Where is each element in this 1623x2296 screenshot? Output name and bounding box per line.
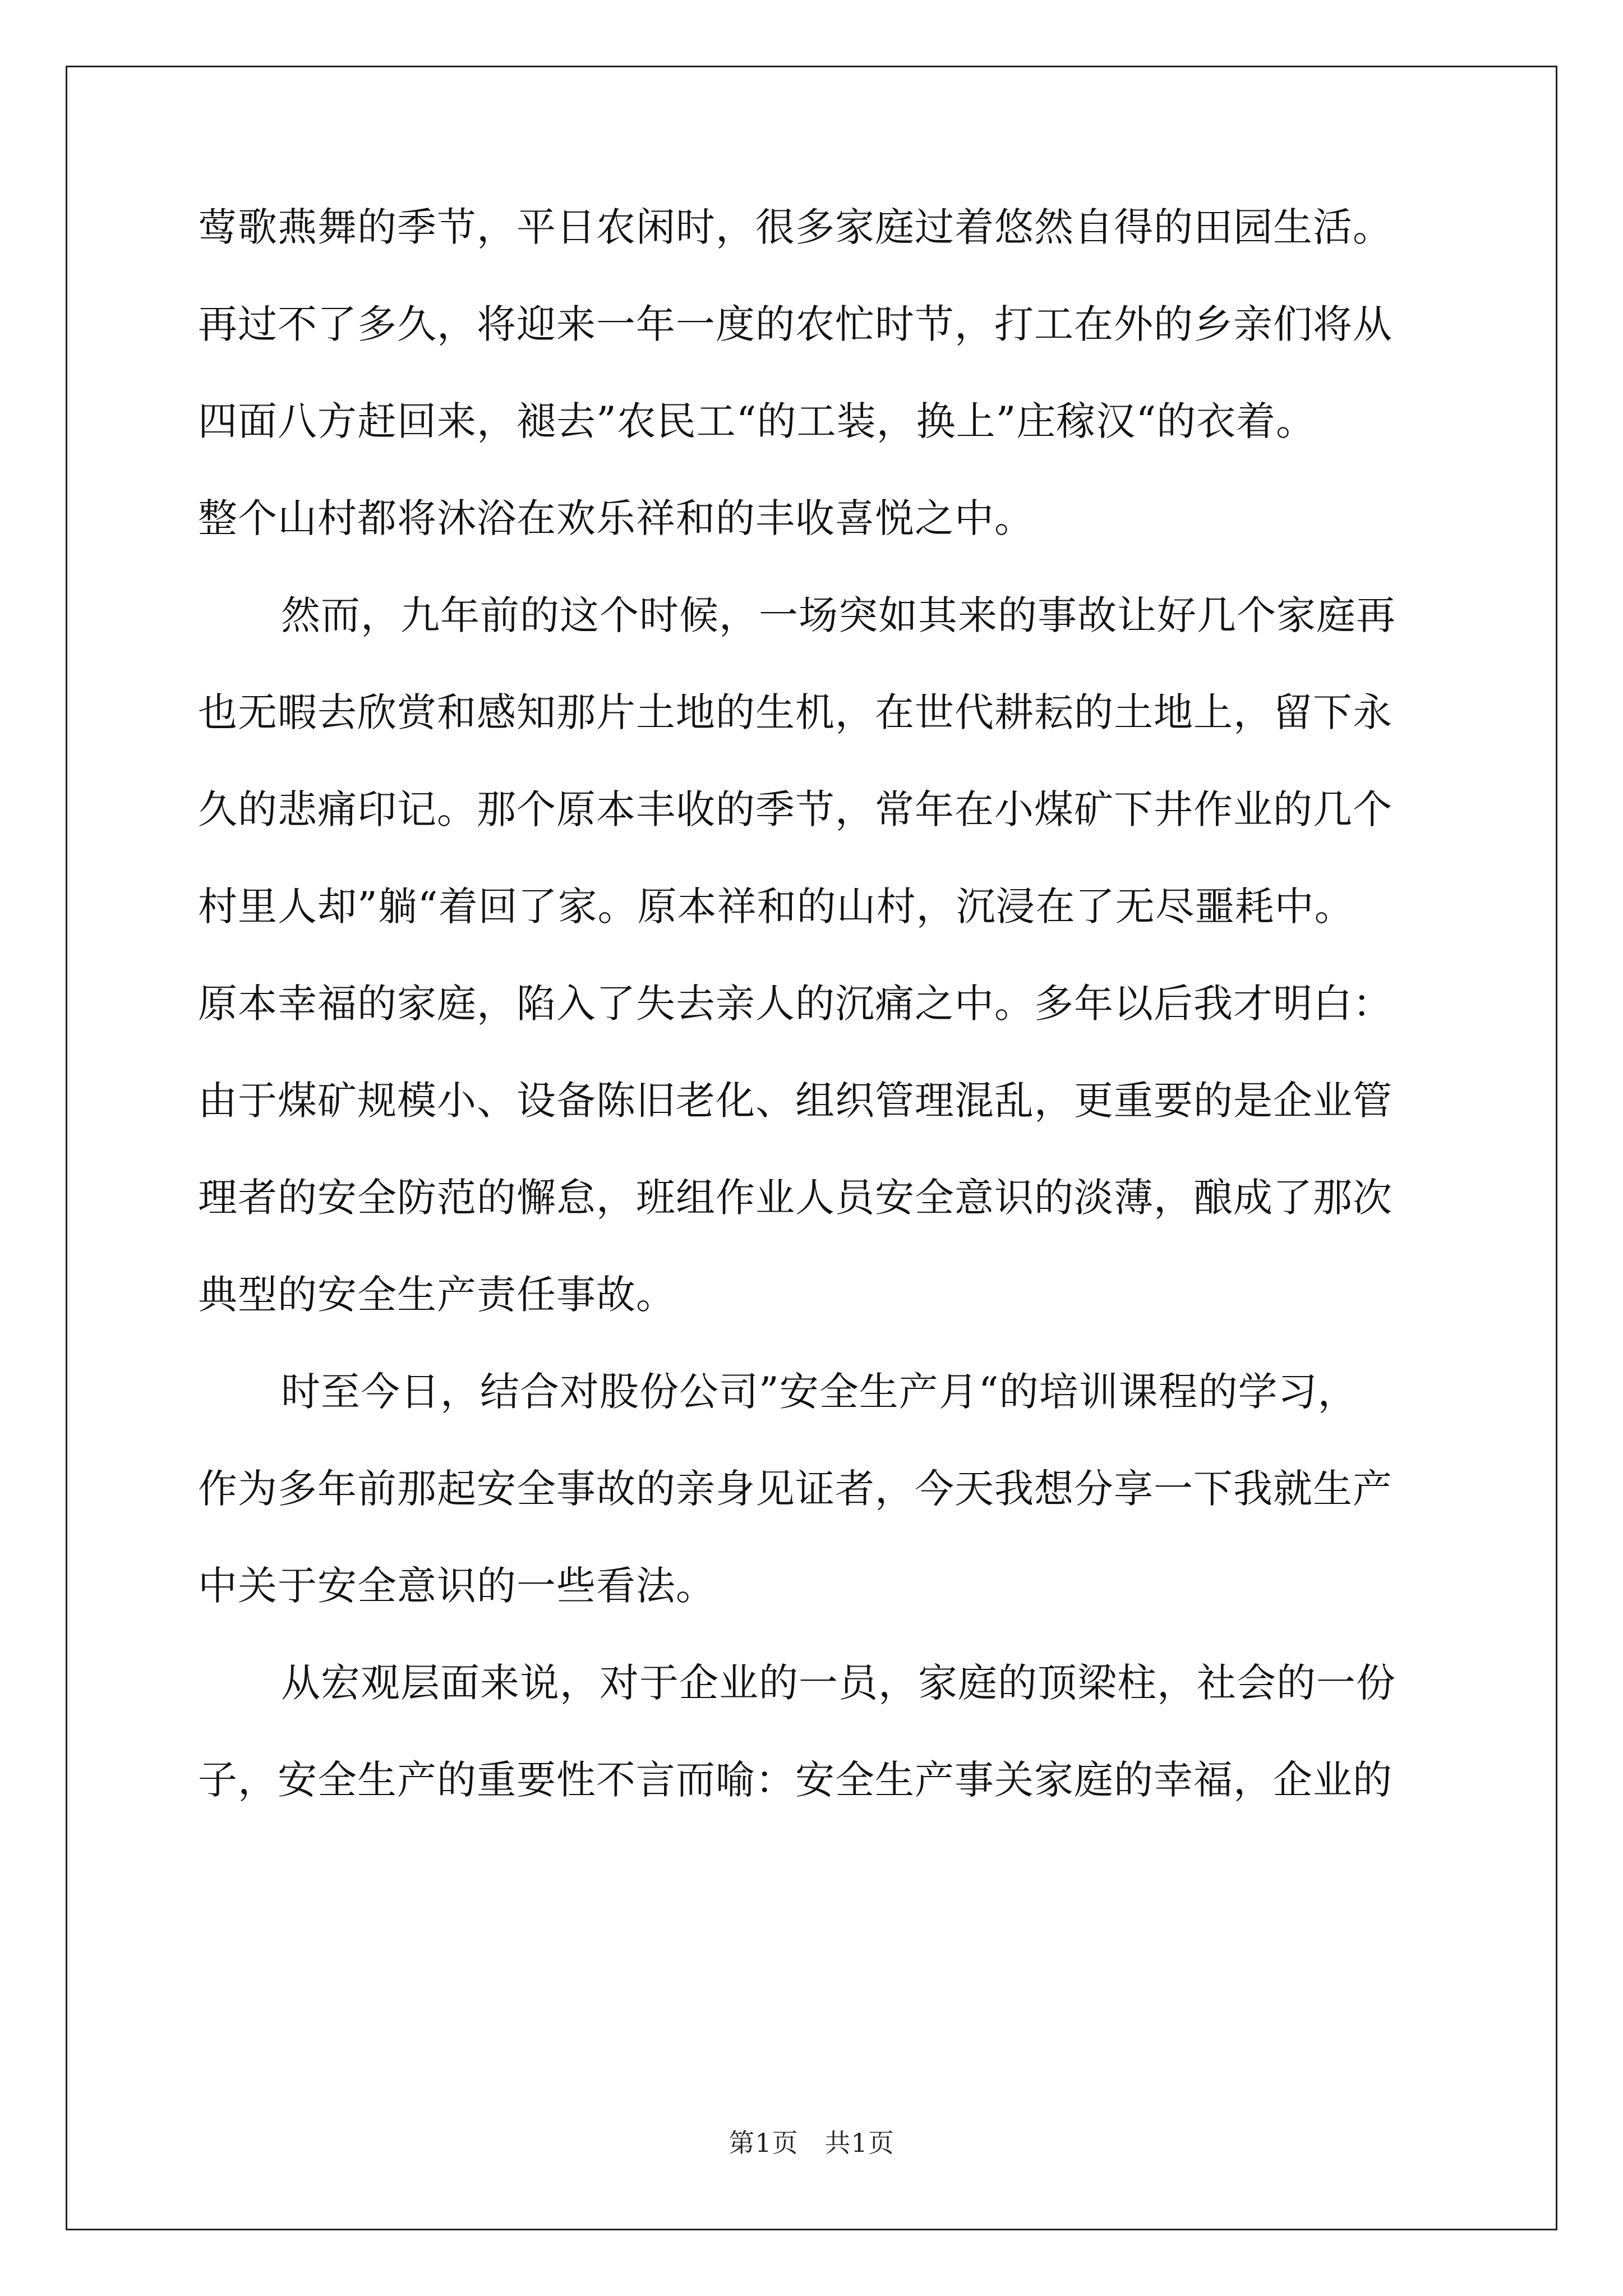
text-line: 再过不了多久，将迎来一年一度的农忙时节，打工在外的乡亲们将从 bbox=[198, 301, 1393, 347]
text-line: 中关于安全意识的一些看法。 bbox=[198, 1563, 716, 1609]
text-line: 莺歌燕舞的季节，平日农闲时，很多家庭过着悠然自得的田园生活。 bbox=[198, 204, 1393, 250]
page-footer: 第1页 共1页 bbox=[728, 2128, 895, 2158]
text-line: 久的悲痛印记。那个原本丰收的季节，常年在小煤矿下井作业的几个 bbox=[198, 786, 1393, 832]
text-line: 村里人却”躺“着回了家。原本祥和的山村，沉浸在了无尽噩耗中。 bbox=[198, 884, 1354, 930]
text-line: 整个山村都将沐浴在欢乐祥和的丰收喜悦之中。 bbox=[198, 495, 1034, 541]
text-line: 也无暇去欣赏和感知那片土地的生机，在世代耕耘的土地上，留下永 bbox=[198, 689, 1393, 735]
text-line: 子，安全生产的重要性不言而喻：安全生产事关家庭的幸福，企业的 bbox=[198, 1757, 1393, 1803]
paragraph-first-line: 从宏观层面来说，对于企业的一员，家庭的顶梁柱，社会的一份 bbox=[281, 1660, 1396, 1706]
text-line: 典型的安全生产责任事故。 bbox=[198, 1272, 676, 1318]
paragraph-first-line: 时至今日，结合对股份公司”安全生产月“的培训课程的学习， bbox=[281, 1369, 1358, 1415]
text-line: 作为多年前那起安全事故的亲身见证者，今天我想分享一下我就生产 bbox=[198, 1466, 1393, 1512]
text-line: 理者的安全防范的懈怠，班组作业人员安全意识的淡薄，酿成了那次 bbox=[198, 1175, 1393, 1221]
text-line: 原本幸福的家庭，陷入了失去亲人的沉痛之中。多年以后我才明白： bbox=[198, 981, 1393, 1027]
text-line: 四面八方赶回来，褪去”农民工“的工装，换上”庄稼汉“的衣着。 bbox=[198, 398, 1316, 444]
paragraph-first-line: 然而，九年前的这个时候，一场突如其来的事故让好几个家庭再 bbox=[281, 592, 1396, 638]
text-line: 由于煤矿规模小、设备陈旧老化、组织管理混乱，更重要的是企业管 bbox=[198, 1078, 1393, 1124]
document-body bbox=[198, 204, 1454, 1857]
